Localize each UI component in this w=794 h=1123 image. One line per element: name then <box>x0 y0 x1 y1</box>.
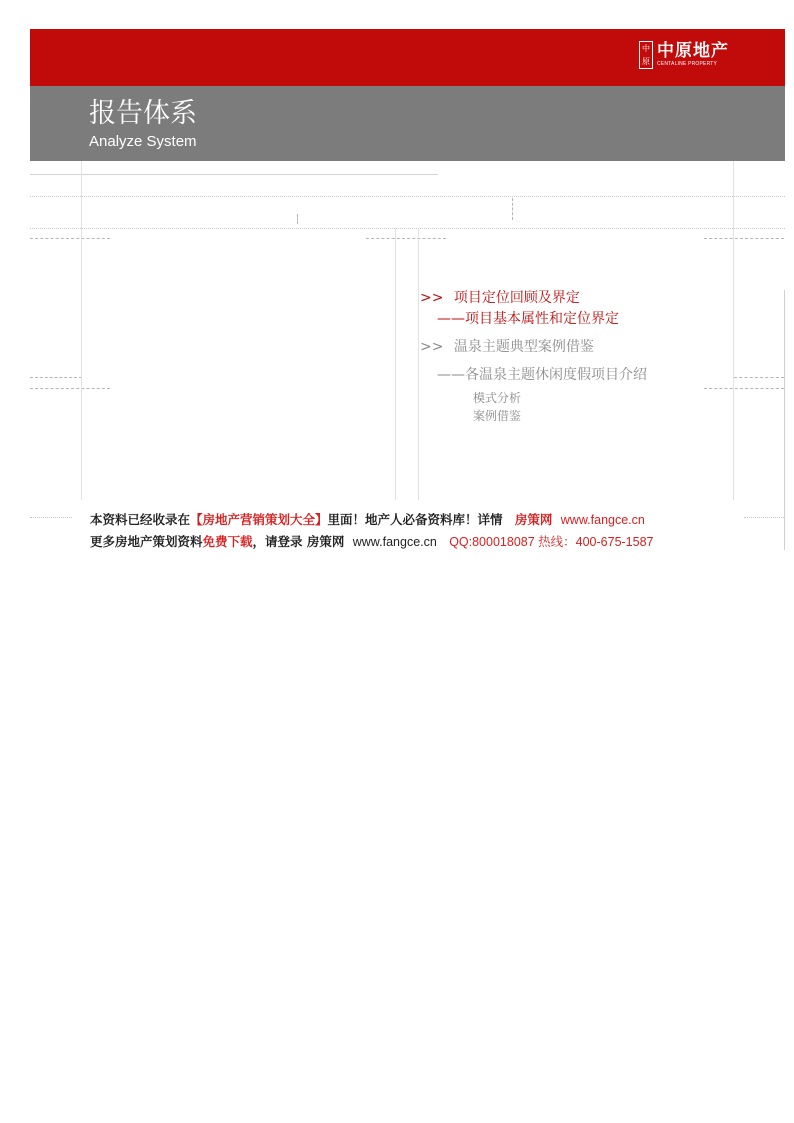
logo-seal-icon <box>639 41 653 69</box>
guide-line <box>704 238 784 239</box>
guide-line <box>512 198 513 220</box>
promo-site-name: 房策网 <box>514 512 553 527</box>
logo-english-name: CENTALINE PROPERTY <box>657 61 718 67</box>
promo-site-link[interactable]: www.fangce.cn <box>352 535 437 549</box>
guide-line <box>30 238 110 239</box>
guide-line <box>366 238 446 239</box>
outline-item-1-sub: ——项目基本属性和定位界定 <box>437 311 619 327</box>
outline-item-2-sub: ——各温泉主题休闲度假项目介绍 <box>437 367 647 383</box>
guide-line <box>30 196 785 197</box>
guide-line <box>30 517 72 518</box>
logo-wordmark <box>657 42 729 68</box>
promo-contact: QQ:800018087 热线：400-675-1587 <box>449 535 654 549</box>
guide-line <box>30 377 82 378</box>
guide-line <box>297 214 298 224</box>
guide-line <box>30 228 785 229</box>
promo-text: 里面！地产人必备资料库！详情 <box>327 512 503 527</box>
section-subtitle: Analyze System <box>89 133 197 150</box>
outline-item-2 <box>420 338 594 356</box>
promo-footer <box>90 509 654 553</box>
outline-marker: >> <box>420 339 444 355</box>
guide-line <box>744 517 784 518</box>
logo-seal-top: 中 <box>642 44 650 53</box>
guide-line <box>30 388 110 389</box>
guide-line <box>733 161 734 500</box>
slide <box>0 0 794 560</box>
outline-point: 案例借鉴 <box>473 409 522 423</box>
promo-line-2 <box>90 531 654 553</box>
promo-text: 本资料已经收录在 <box>90 512 191 527</box>
outline-point: 模式分析 <box>473 391 522 405</box>
guide-line <box>81 161 82 500</box>
outline-item-1 <box>420 289 580 307</box>
guide-line <box>784 290 785 550</box>
section-title: 报告体系 <box>89 98 197 129</box>
promo-line-1 <box>90 509 654 531</box>
promo-highlight: 【房地产营销策划大全】 <box>190 512 328 527</box>
guide-line <box>418 228 419 500</box>
outline-item-title: 项目定位回顾及界定 <box>453 290 580 306</box>
logo-seal-bottom: 原 <box>642 57 650 66</box>
guide-line <box>395 228 396 500</box>
promo-text: ，请登录 房策网 <box>252 534 345 549</box>
promo-highlight: 免费下载 <box>202 534 253 549</box>
logo-chinese-name: 中原地产 <box>657 41 729 61</box>
promo-site-link[interactable]: www.fangce.cn <box>560 513 645 527</box>
outline-item-title: 温泉主题典型案例借鉴 <box>453 339 594 355</box>
outline-marker: >> <box>420 290 444 306</box>
guide-line <box>704 388 784 389</box>
guide-line <box>734 377 784 378</box>
company-logo <box>639 40 729 70</box>
promo-text: 更多房地产策划资料 <box>90 534 203 549</box>
guide-line <box>30 174 438 175</box>
